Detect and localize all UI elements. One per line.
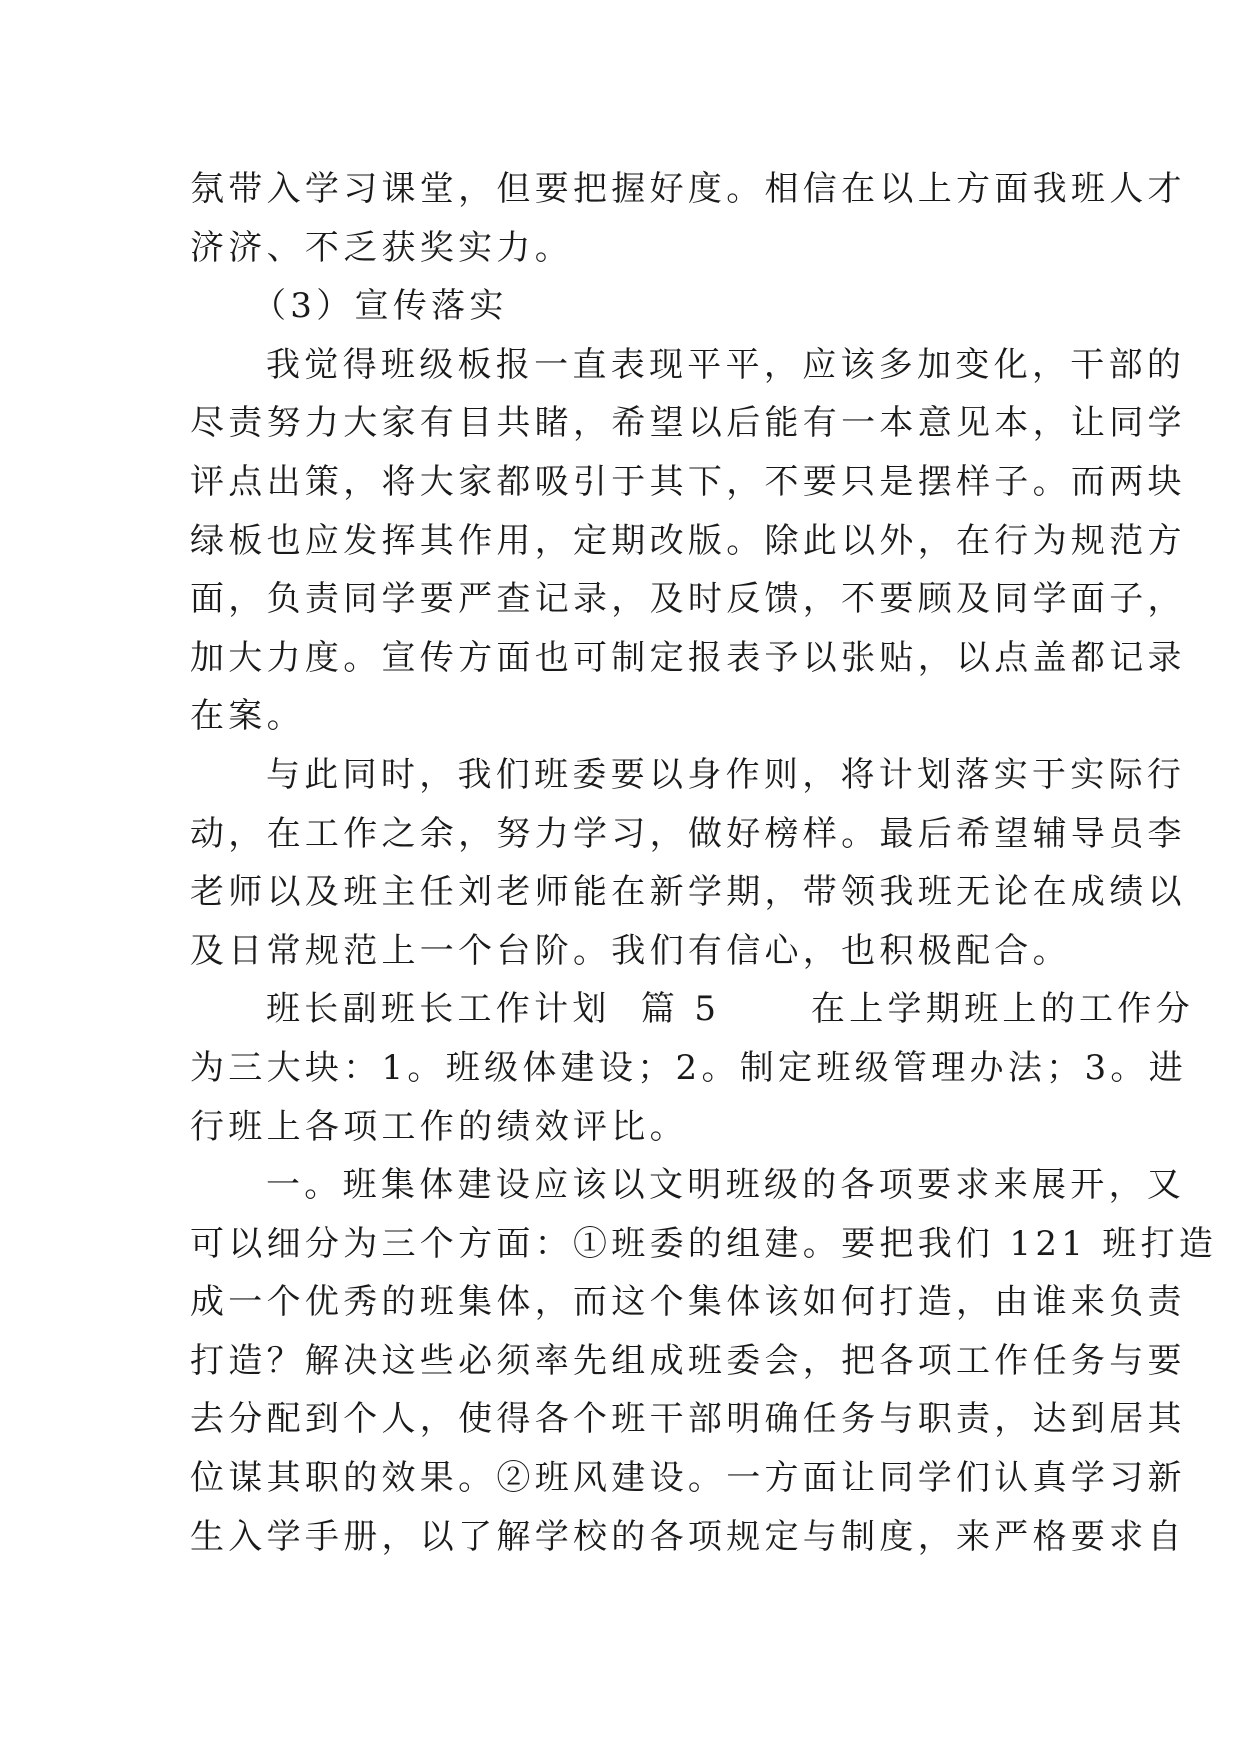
paragraph-start: 班长副班长工作计划 篇 5 在上学期班上的工作分 bbox=[266, 989, 1194, 1030]
text-line: 去分配到个人，使得各个班干部明确任务与职责，达到居其 bbox=[190, 1399, 1186, 1440]
paragraph-start: 与此同时，我们班委要以身作则，将计划落实于实际行 bbox=[266, 754, 1186, 795]
text-line: 动，在工作之余，努力学习，做好榜样。最后希望辅导员李 bbox=[190, 813, 1186, 854]
text-line: 生入学手册，以了解学校的各项规定与制度，来严格要求自 bbox=[190, 1516, 1186, 1557]
text-line: 尽责努力大家有目共睹，希望以后能有一本意见本，让同学 bbox=[190, 403, 1186, 444]
text-line: 成一个优秀的班集体，而这个集体该如何打造，由谁来负责 bbox=[190, 1282, 1186, 1323]
text-line: 评点出策，将大家都吸引于其下，不要只是摆样子。而两块 bbox=[190, 461, 1186, 502]
document-body bbox=[190, 160, 1218, 1566]
text-line: 打造？解决这些必须率先组成班委会，把各项工作任务与要 bbox=[190, 1340, 1186, 1381]
text-line: 为三大块：1。班级体建设；2。制定班级管理办法；3。进 bbox=[190, 1047, 1187, 1088]
text-line: 加大力度。宣传方面也可制定报表予以张贴，以点盖都记录 bbox=[190, 637, 1186, 678]
text-line: 在案。 bbox=[190, 696, 305, 737]
text-line: 济济、不乏获奖实力。 bbox=[190, 227, 573, 268]
text-line: 可以细分为三个方面：①班委的组建。要把我们 121 班打造 bbox=[190, 1223, 1218, 1264]
text-line: 面，负责同学要严查记录，及时反馈，不要顾及同学面子， bbox=[190, 579, 1186, 620]
text-line: 绿板也应发挥其作用，定期改版。除此以外，在行为规范方 bbox=[190, 520, 1186, 561]
text-line: 及日常规范上一个台阶。我们有信心，也积极配合。 bbox=[190, 930, 1071, 971]
section-heading: （3）宣传落实 bbox=[252, 286, 508, 327]
text-line: 位谋其职的效果。②班风建设。一方面让同学们认真学习新 bbox=[190, 1458, 1186, 1499]
text-line: 老师以及班主任刘老师能在新学期，带领我班无论在成绩以 bbox=[190, 872, 1186, 913]
text-line: 行班上各项工作的绩效评比。 bbox=[190, 1106, 688, 1147]
paragraph-start: 一。班集体建设应该以文明班级的各项要求来展开，又 bbox=[266, 1165, 1186, 1206]
text-line: 氛带入学习课堂，但要把握好度。相信在以上方面我班人才 bbox=[190, 169, 1186, 209]
paragraph-start: 我觉得班级板报一直表现平平，应该多加变化，干部的 bbox=[266, 344, 1186, 385]
